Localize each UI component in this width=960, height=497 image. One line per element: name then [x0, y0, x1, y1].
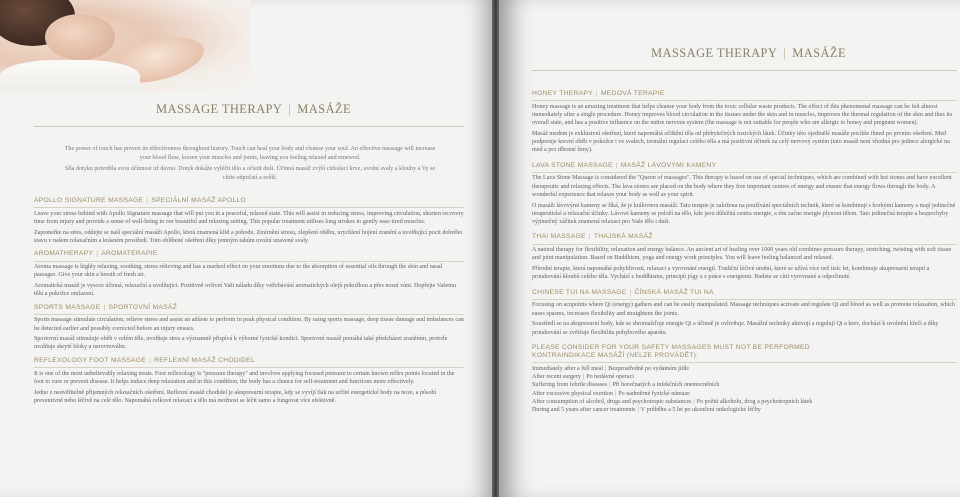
safety-heading-en: PLEASE CONSIDER FOR YOUR SAFETY MASSAGES MUST NOT BE PERFORMED [532, 344, 810, 352]
section-text-cz: O masáži lávovými kameny se říká, že je královnou masáží. Tato terapie je založena na používání speciálních technik, které se kombinují s horkými kameny a mají jedinečné terapeutické a relaxační účinky. Lávové kameny se položí na tělo, kde jsou důležitá centra energie, a tím začne energie plynout tělem. Tato jedinečná terapie a bezpochyby výjimečný zážitek znamená relaxaci pro Vaše tělo i duši. [532, 202, 956, 225]
photo-face [45, 14, 115, 60]
title-separator: | [288, 102, 292, 116]
massage-photo [0, 0, 250, 92]
section-text-cz: Jedno z neuvěřitelně příjemných relaxačních ošetření. Reflexní masáž chodidel je akupresurní terapie, kdy se vyvíjí tlak na určité energetické body na noze, a působí preventivně nebo léčivě na celé tělo. Napomáhá celkové relaxaci a tělo má možnost se léčit samo a fungovat více efektivně. [34, 389, 437, 404]
title-cz: MASÁŽE [792, 46, 846, 60]
section-heading: AROMATHERAPY | AROMATERAPIE [34, 250, 464, 261]
list-item: After excessive physical exertion | Po nadměrné fyzické námaze [532, 390, 690, 397]
section-text-en: The Lava Stone Massage is considered the "Queen of massages". This therapy is based on use of special techniques, which are combined with hot stones and have excellent therapeutic and relaxing effects. The lava stones are placed on the body where they free important centres of energy and ensure that energy flows through the body. A wonderful experience that relaxes your body as well as your spirit. [532, 175, 952, 198]
intro-en: The power of touch has proven its effectiveness throughout history. Touch can heal your body and cleanse your soul. An effective massage will increase your blood flow, loosen your muscles and joints, leaving you feeling relaxed and renewed. [64, 146, 436, 161]
list-item: After recent surgery | Po nedávné operaci [532, 374, 634, 381]
section-heading: CHINESE TUI NA MASSAGE | ČÍNSKÁ MASÁŽ TUI NA [532, 289, 957, 300]
book-gutter [492, 0, 499, 497]
right-sections [532, 90, 957, 421]
page-title-right [651, 46, 846, 61]
section-heading: HONEY THERAPY | MEDOVÁ TERAPIE [532, 90, 957, 101]
section-heading: LAVA STONE MASSAGE | MASÁŽ LÁVOVÝMI KAMENY [532, 162, 957, 173]
section-aromatherapy [34, 250, 464, 298]
section-lava-stone [532, 162, 957, 226]
section-text-en: Aroma massage is highly relaxing, soothing, stress relieving and has a marked effect on your emotions due to the absorption of essential oils through the skin and nasal passages. Give your skin a breath of fresh air. [34, 264, 443, 279]
list-item: Immediately after a full meal | Bezprostředně po vydatném jídle [532, 365, 690, 372]
section-text-cz: Sportovní masáž stimuluje oběh v celém těle, uvolňuje stres a významně přispívá k výborné fyzické kondici. Sportovní masáž pomáhá také předcházet zraněním, protože uvolňuje skryté bloky a nerovnováhu. [34, 336, 448, 351]
list-item: During and 5 years after cancer treatments | V průběhu a 5 let po ukončení onkologické léčby [532, 406, 761, 413]
intro-text [60, 145, 440, 186]
section-text-cz: Masáž medem je exklusivní ošetření, které napomáhá očištění těla od přebytečných toxických látek. Účinky této ojedinělé masáže pocítíte ihned po prvním ošetření. Med podporuje krevní oběh v pokožce i ve svalech, termální regulaci celého těla a má pozitivní účinek na celý nervový systém (tato masáž není vhodná pro jedince alergické na med a pro těhotné ženy). [532, 130, 950, 154]
safety-heading-cz: KONTRAINDIKACE MASÁŽÍ (NELZE PROVÁDĚT): [532, 352, 957, 363]
section-text-cz: Soustředí se na akupresurní body, kde se shromažďuje energie Qi a účinně je ovlivňuje. Masážní techniky aktivují a regulují Qi a krev, dochází k uvolnění křečí a díky protahování se zvětšuje flexibilita pohybového aparátu. [532, 321, 939, 336]
section-heading: REFLEXOLOGY FOOT MASSAGE | REFLEXNÍ MASÁŽ CHODIDEL [34, 357, 464, 368]
title-rule-right [532, 70, 957, 71]
section-text-en: Sports massage stimulate circulation, relieve stress and assist an athlete to perform in peak physical condition. By using sports massage, deep tissue damage and imbalances can be detected earlier and possibly corrected before an injury ensues. [34, 317, 464, 332]
list-item: Suffering from febrile diseases | Při horečnatých a infekčních onemocněních [532, 382, 720, 389]
section-apollo [34, 197, 464, 245]
title-cz: MASÁŽE [297, 102, 351, 116]
section-text-cz: Přírodní terapie, která napomáhá pohyblivosti, relaxaci a vyrovnání energií. Tradiční léčivé umění, které se užívá více než tisíc let, kombinuje akupresurní terapii a protahování kloubů celého těla. Vychází z buddhismu, principů jógy a z práce s energiemi. Budete se cítit vyrovnané a odpočinuté. [532, 266, 930, 281]
title-rule-left [34, 126, 464, 127]
title-en: MASSAGE THERAPY [156, 102, 283, 116]
section-tui-na [532, 289, 957, 337]
section-text-cz: Aromatická masáž je vysoce účinná, relaxační a uvolňující. Pozitivně ovlivní Vaši náladu díky vstřebávání aromatických olejů pokožkou a přes nosní vůni. Dopřejte Vašemu tělu a pokožce omlazení. [34, 282, 456, 298]
section-text-en: It is one of the most unbelievably relaxing treats. Foot reflexology is "pressure therapy" and involves applying focused pressure to certain known reflex points located in the foot to cure or prevent disease. It helps induce deep relaxation and in this condition, the body has a chance for self-treatment and functions more effectively. [34, 370, 455, 385]
page-title-left [156, 102, 351, 117]
section-thai [532, 233, 957, 281]
title-separator: | [783, 46, 787, 60]
title-en: MASSAGE THERAPY [651, 46, 778, 60]
section-text-en: A natural therapy for flexibility, relaxation and energy balance. An ancient art of healing over 1000 years old combines pressure therapy, stretching, twisting with soft tissue and joint manipulation. Based on Buddhism, yoga and energy work principles. You will leave feeling balanced and relaxed. [532, 247, 952, 262]
section-heading: THAI MASSAGE | THAJSKÁ MASÁŽ [532, 233, 957, 244]
section-text-en: Leave your stress behind with Apollo Signature massage that will put you in a peaceful, relaxed state. This will assist in reducing stress, improving circulation, shorten recovery time from injury and provide a sense of well-being in our beautiful and relaxing setting. This popular treatment utilises long strokes to gently ease tired muscles. [34, 210, 464, 225]
section-honey [532, 90, 957, 154]
section-text-cz: Zapomeňte na stres, oddejte se naší speciální masáži Apollo, která znamená klid a pohodu. Zmírnění stresu, zlepšení oběhu, urychlení hojení zranění a uvolňující pocit dobrého stavu v našem relaxačním a krásném prostředí. Toto oblíbené ošetření díky jemným tahům uvolní unavené svaly. [34, 229, 463, 244]
section-sports [34, 304, 464, 352]
intro-cz: Síla dotyku potvrdila svou účinnost už dávno. Dotyk dokáže vyléčit tělo a očistit duši. Účinná masáž zvýší cirkulaci krve, uvolní svaly a klouby a Vy se cítíte odpočatí a svěží. [64, 166, 436, 182]
list-item: After consumption of alcohol, drugs and psychotropic substances | Po požití alkoholu, drog a psychotropních látek [532, 398, 813, 405]
photo-towel [0, 60, 140, 92]
section-heading: APOLLO SIGNATURE MASSAGE | SPECIÁLNÍ MASÁŽ APOLLO [34, 197, 464, 208]
section-reflexology [34, 357, 464, 405]
section-text-en: Honey massage is an amazing treatment that helps cleanse your body from the toxic cellular waste products. The effect of this phenomenal massage can be felt almost immediately after a single procedure. Honey improves blood circulation in the tissues under the skin and in muscles, improves the thermal regulation of the skin and thus its overall state, and has a positive influence on the entire nervous system (the massage is not suitable for people who are allergic to honey and pregnant women). [532, 103, 953, 127]
left-sections [34, 197, 464, 410]
section-text-en: Focusing on acupoints where Qi (energy) gathers and can be easily manipulated. Massage techniques activate and regulate Qi and blood as well as promote relaxation, which eases spasms, increases flexibility and straightens the joints. [532, 302, 956, 317]
section-safety [532, 344, 957, 414]
section-heading: SPORTS MASSAGE | SPORTOVNÍ MASÁŽ [34, 304, 464, 315]
